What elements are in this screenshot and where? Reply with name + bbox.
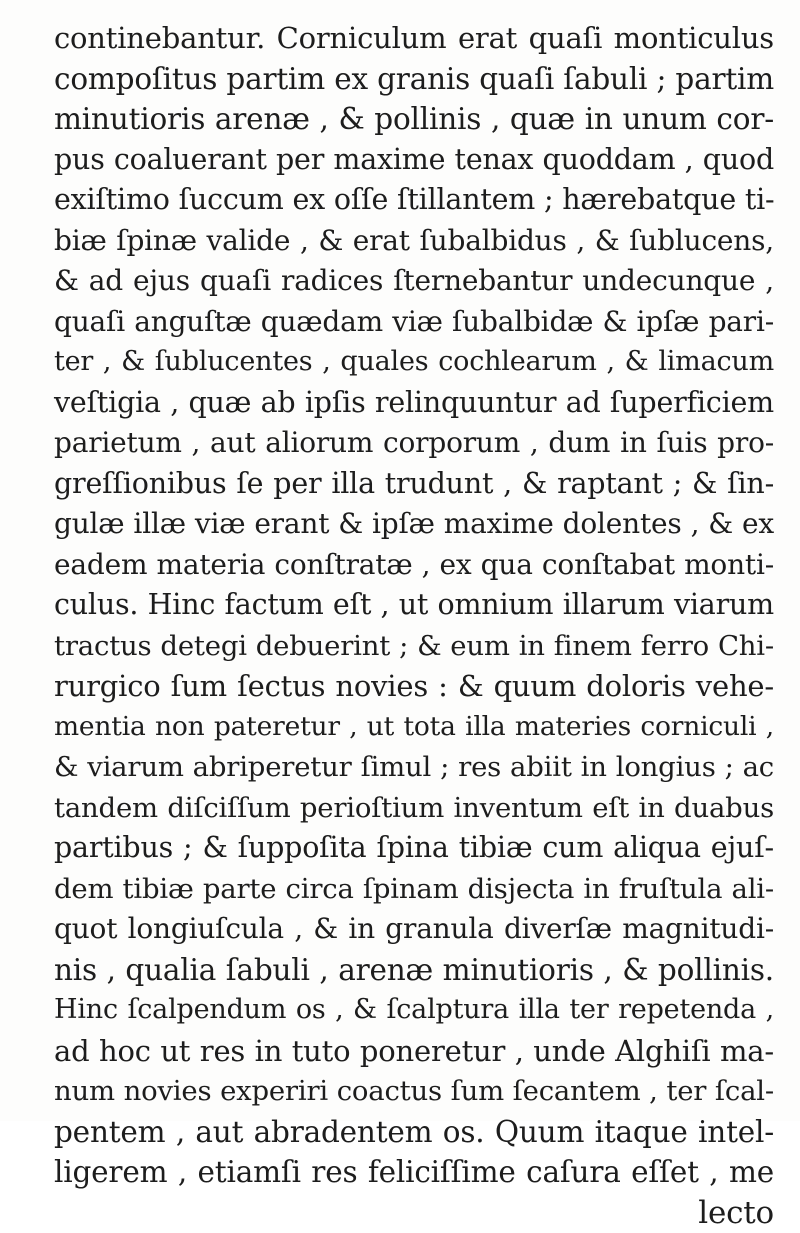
text-line: continebantur. Corniculum erat quaſi monticulus [54, 18, 774, 59]
text-line: dem tibiæ parte circa ſpinam disjecta in fruſtula ali- [54, 869, 774, 910]
text-line: eadem materia conſtratæ , ex qua conſtabat monti- [54, 545, 774, 586]
text-line: exiſtimo ſuccum ex oſſe ſtillantem ; hærebatque ti- [54, 180, 774, 221]
text-line: pus coaluerant per maxime tenax quoddam , quod [54, 140, 774, 181]
catchword: lecto [54, 1193, 774, 1233]
text-line: greſſionibus ſe per illa trudunt , & raptant ; & ſin- [54, 464, 774, 505]
text-line: ligerem , etiamſi res feliciſſime caſura eſſet , me [54, 1152, 774, 1193]
text-line: ter , & ſublucentes , quales cochlearum , & limacum [54, 342, 774, 383]
text-line: compoſitus partim ex granis quaſi ſabuli ; partim [54, 59, 774, 100]
text-line: quot longiuſcula , & in granula diverſæ magnitudi- [54, 909, 774, 950]
text-line: nis , qualia ſabuli , arenæ minutioris , & pollinis. [54, 950, 774, 991]
text-line: pentem , aut abradentem os. Quum itaque intel- [54, 1112, 774, 1153]
text-line: quaſi anguſtæ quædam viæ ſubalbidæ & ipſæ pari- [54, 302, 774, 343]
text-line: rurgico ſum ſectus novies : & quum doloris vehe- [54, 666, 774, 707]
text-line: minutioris arenæ , & pollinis , quæ in unum cor- [54, 99, 774, 140]
text-line: ad hoc ut res in tuto poneretur , unde Alghiſi ma- [54, 1031, 774, 1072]
text-line: culus. Hinc factum eſt , ut omnium illarum viarum [54, 585, 774, 626]
text-line: Hinc ſcalpendum os , & ſcalptura illa ter repetenda , [54, 990, 774, 1031]
text-line: biæ ſpinæ valide , & erat ſubalbidus , & ſublucens, [54, 221, 774, 262]
text-line: tractus detegi debuerint ; & eum in finem ferro Chi- [54, 626, 774, 667]
text-line: num novies experiri coactus ſum ſecantem , ter ſcal- [54, 1071, 774, 1112]
text-line: partibus ; & ſuppoſita ſpina tibiæ cum aliqua ejuſ- [54, 828, 774, 869]
text-line: veſtigia , quæ ab ipſis relinquuntur ad ſuperficiem [54, 383, 774, 424]
text-line: tandem diſciſſum perioſtium inventum eſt in duabus [54, 788, 774, 829]
text-line: & viarum abriperetur ſimul ; res abiit in longius ; ac [54, 747, 774, 788]
text-line: mentia non pateretur , ut tota illa materies corniculi , [54, 707, 774, 748]
text-line: parietum , aut aliorum corporum , dum in ſuis pro- [54, 423, 774, 464]
text-line: & ad ejus quaſi radices ſternebantur undecunque , [54, 261, 774, 302]
text-line: gulæ illæ viæ erant & ipſæ maxime dolentes , & ex [54, 504, 774, 545]
body-text [54, 18, 774, 1233]
